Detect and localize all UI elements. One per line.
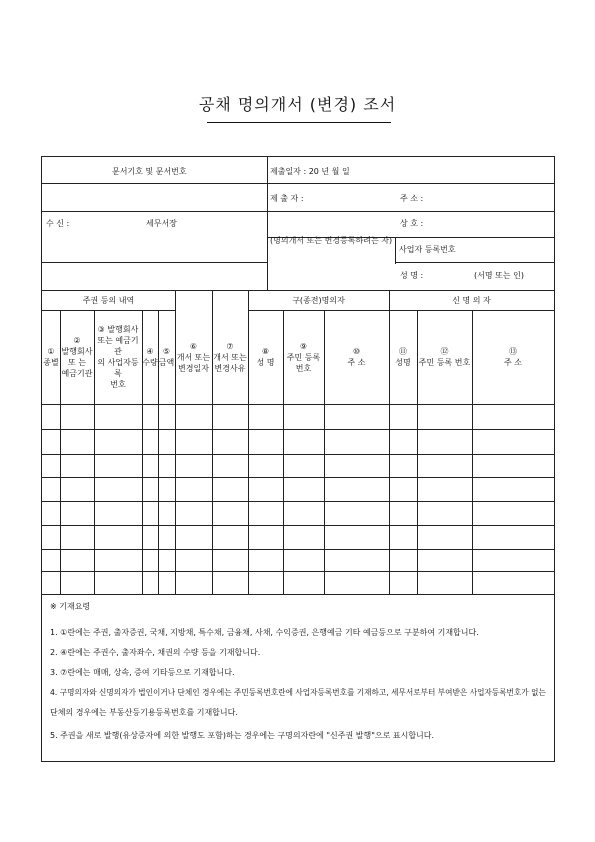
trade-name-label: 상 호 : bbox=[400, 219, 424, 228]
col-header-amount: ⑤ 금액 bbox=[158, 347, 175, 367]
submit-date-label: 제출일자 : 20 년 월 일 bbox=[270, 167, 350, 176]
instruction-item: 2. ④란에는 주권수, 출자좌수, 채권의 수량 등을 기재합니다. bbox=[50, 648, 261, 657]
col-header-change-date: ⑥ 개서 또는 변경일자 bbox=[176, 341, 211, 373]
doc-number-label: 문서기호 및 문서번호 bbox=[112, 167, 187, 176]
col-header-new-resident-no: ⑫ 주민 등록 번호 bbox=[418, 347, 471, 367]
prev-owner-group-header: 구(종전)명의자 bbox=[292, 295, 345, 305]
col-header-quantity: ④ 수량 bbox=[142, 347, 158, 367]
form-title: 공채 명의개서 (변경) 조서 bbox=[198, 95, 397, 114]
form-table bbox=[41, 156, 555, 762]
business-reg-label: 사업자 등록번호 bbox=[399, 245, 456, 254]
instruction-item: 1. ①란에는 주권, 출자증권, 국채, 지방채, 특수채, 금융채, 사채, 수익증권, 은행예금 기타 예금등으로 구분하여 기재합니다. bbox=[50, 628, 479, 637]
instruction-item: 단체의 경우에는 부동산등기용등록번호를 기재합니다. bbox=[50, 708, 238, 717]
name-label: 성 명 : bbox=[400, 271, 424, 280]
col-header-issuer-reg-no: ③ 발행회사 또는 예금기관 의 사업자등록 번호 bbox=[97, 325, 139, 389]
address-label: 주 소 : bbox=[400, 194, 424, 203]
instruction-item: 4. 구명의자와 신명의자가 법인이거나 단체인 경우에는 주민등록번호란에 사업자등록번호를 기재하고, 세무서로부터 부여받은 사업자등록번호가 없는 bbox=[50, 688, 546, 697]
col-header-change-reason: ⑦ 개서 또는 변경사유 bbox=[213, 341, 247, 373]
signature-label: (서명 또는 인) bbox=[474, 271, 524, 280]
applicant-note: (명의개서 또는 변경등록하려는 자) bbox=[270, 236, 393, 245]
instructions-heading: ※ 기재요령 bbox=[50, 602, 91, 611]
col-header-issuer: ② 발행회사 또 는 예금기관 bbox=[61, 336, 93, 378]
col-header-prev-name: ⑧ 성 명 bbox=[256, 347, 275, 367]
col-header-new-address: ⑬ 주 소 bbox=[504, 347, 522, 367]
col-header-prev-resident-no: ⑨ 주민 등록 번호 bbox=[286, 341, 321, 373]
instruction-item: 5. 주권을 새로 발행(유상증자에 의한 발행도 포함)하는 경우에는 구명의자란에 "신주권 발행"으로 표시합니다. bbox=[50, 731, 435, 740]
col-header-prev-address: ⑩ 주 소 bbox=[347, 347, 366, 367]
instruction-item: 3. ⑦란에는 매매, 상속, 증여 기타등으로 기재합니다. bbox=[50, 668, 235, 677]
bond-group-header: 주권 등의 내역 bbox=[82, 295, 135, 305]
col-header-new-name: ⑪ 성명 bbox=[395, 347, 411, 367]
submitter-label: 제 출 자 : bbox=[270, 194, 304, 203]
recipient-label: 수 신 : bbox=[46, 219, 70, 228]
new-owner-group-header: 신 명 의 자 bbox=[452, 295, 491, 305]
col-header-type: ① 종별 bbox=[43, 347, 59, 367]
recipient-value: 세무서장 bbox=[146, 219, 177, 228]
title-underline bbox=[207, 122, 391, 123]
